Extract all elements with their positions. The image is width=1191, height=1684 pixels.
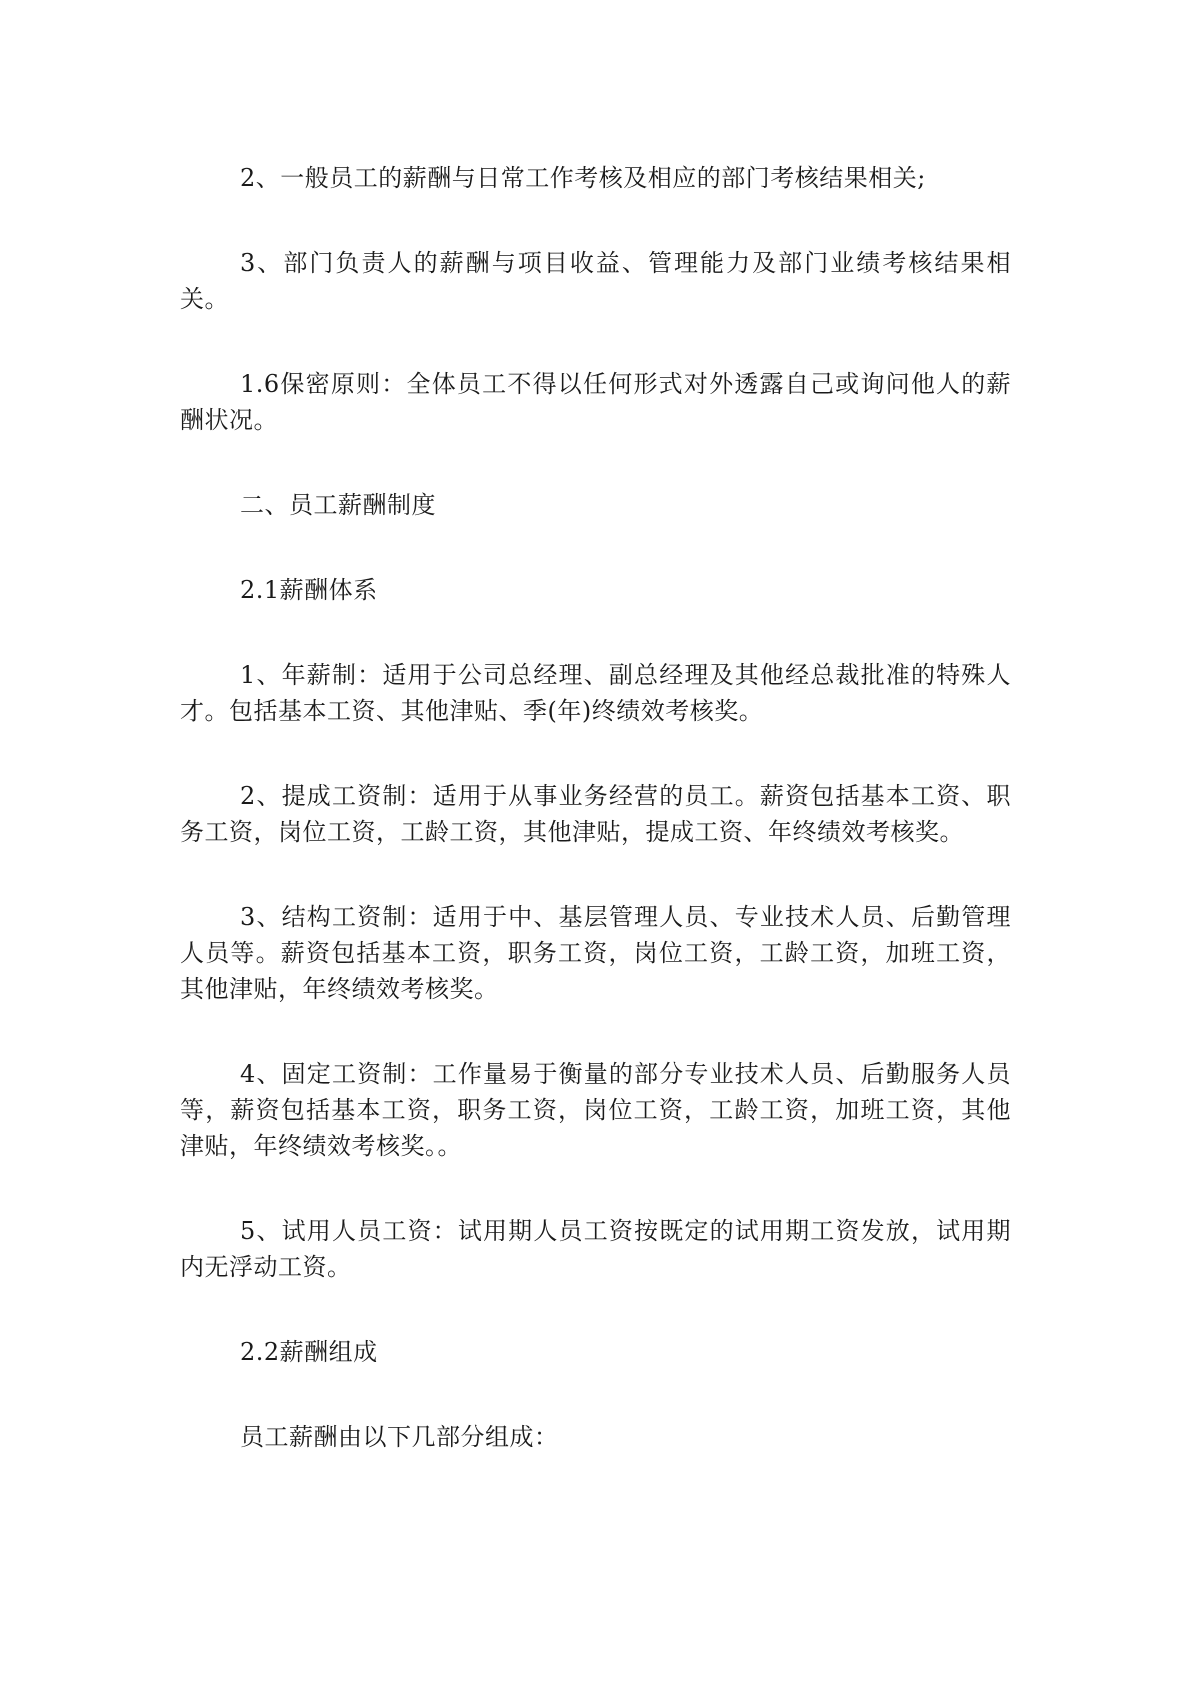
paragraph-fixed-salary: 4、固定工资制：工作量易于衡量的部分专业技术人员、后勤服务人员等，薪资包括基本工资，职务工资，岗位工资，工龄工资，加班工资，其他津贴，年终绩效考核奖。。 bbox=[180, 1060, 1011, 1160]
section-heading-salary-system: 二、员工薪酬制度 bbox=[240, 491, 436, 519]
document-body bbox=[180, 160, 1011, 1504]
paragraph-structured-salary: 3、结构工资制：适用于中、基层管理人员、专业技术人员、后勤管理人员等。薪资包括基本工资，职务工资，岗位工资，工龄工资，加班工资，其他津贴，年终绩效考核奖。 bbox=[180, 903, 1011, 1003]
paragraph-salary-components-intro: 员工薪酬由以下几部分组成： bbox=[240, 1423, 559, 1451]
subsection-heading-salary-structure: 2.1薪酬体系 bbox=[240, 576, 378, 604]
paragraph-annual-salary: 1、年薪制：适用于公司总经理、副总经理及其他经总裁批准的特殊人才。包括基本工资、其他津贴、季(年)终绩效考核奖。 bbox=[180, 661, 1011, 725]
paragraph-confidentiality-principle: 1.6保密原则：全体员工不得以任何形式对外透露自己或询问他人的薪酬状况。 bbox=[180, 370, 1011, 434]
paragraph-department-head-salary: 3、部门负责人的薪酬与项目收益、管理能力及部门业绩考核结果相关。 bbox=[180, 249, 1011, 313]
subsection-heading-salary-composition: 2.2薪酬组成 bbox=[240, 1338, 378, 1366]
paragraph-commission-salary: 2、提成工资制：适用于从事业务经营的员工。薪资包括基本工资、职务工资，岗位工资，工龄工资，其他津贴，提成工资、年终绩效考核奖。 bbox=[180, 782, 1011, 846]
paragraph-employee-salary-assessment: 2、一般员工的薪酬与日常工作考核及相应的部门考核结果相关; bbox=[240, 164, 926, 192]
paragraph-probation-salary: 5、试用人员工资：试用期人员工资按既定的试用期工资发放，试用期内无浮动工资。 bbox=[180, 1217, 1011, 1281]
